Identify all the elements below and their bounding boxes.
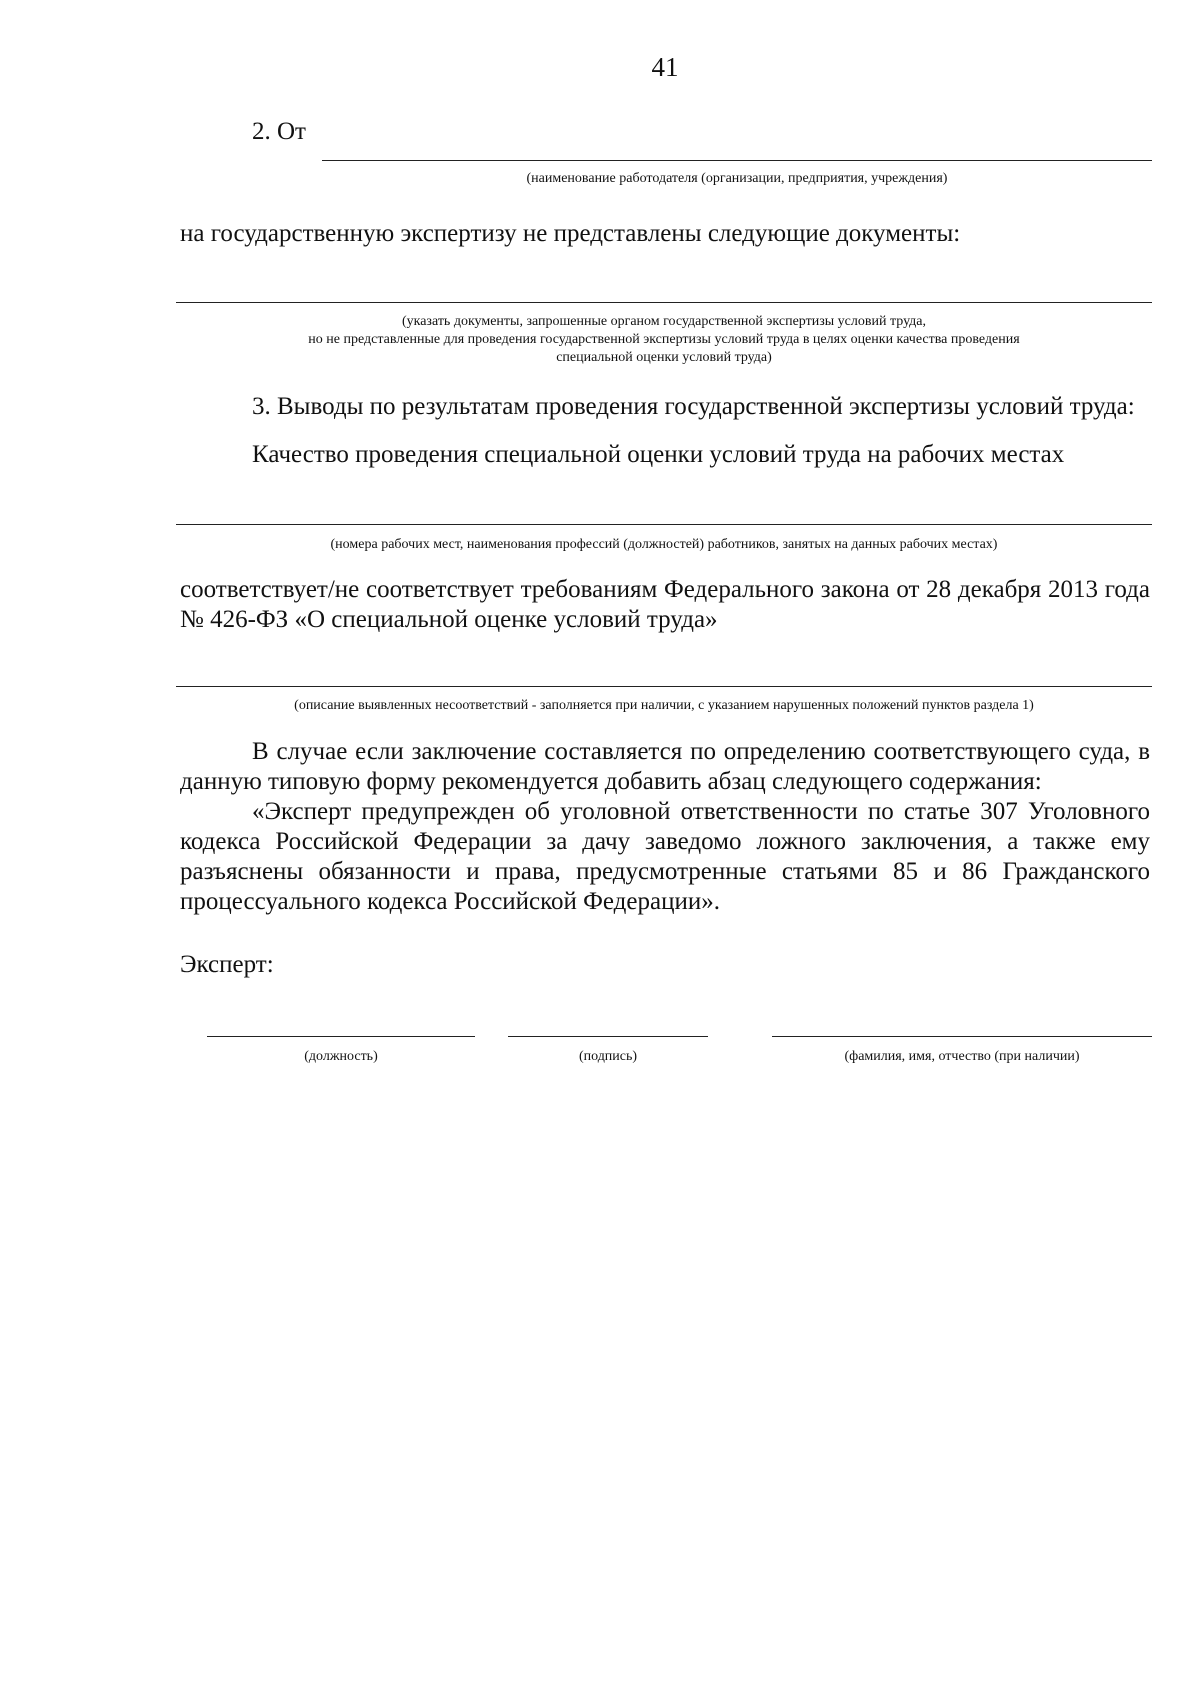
documents-caption-line-1: (указать документы, запрошенные органом государственной экспертизы условий труда, [401,314,927,329]
violations-fill-line [176,686,1152,687]
workplaces-fill-line [176,524,1152,525]
documents-caption-line-2: но не представленные для проведения государственной экспертизы условий труда в целях оценки качества проведения [308,332,1020,347]
expert-label: Эксперт: [180,951,274,978]
name-fill-line [772,1036,1152,1037]
violations-caption: (описание выявленных несоответствий - заполняется при наличии, с указанием нарушенных положений пунктов раздела 1) [294,698,1034,713]
conformity-text: соответствует/не соответствует требованиям Федерального закона от 28 декабря 2013 года № 426-ФЗ «О специальной оценке условий труда» [180,576,1150,633]
not-submitted-text: на государственную экспертизу не представлены следующие документы: [180,220,961,247]
signature-caption: (подпись) [578,1049,638,1064]
court-note-paragraph-1: В случае если заключение составляется по определению соответствующего суда, в данную типовую форму рекомендуется добавить абзац следующего содержания: [180,738,1150,795]
name-caption: (фамилия, имя, отчество (при наличии) [844,1049,1080,1064]
documents-caption [176,313,1152,367]
position-caption: (должность) [304,1049,378,1064]
court-note [180,737,1150,917]
employer-fill-line [322,160,1152,161]
documents-fill-line [176,302,1152,303]
court-note-paragraph-2: «Эксперт предупрежден об уголовной ответственности по статье 307 Уголовного кодекса Российской Федерации за дачу заведомо ложного заключения, а также ему разъяснены обязанности и права, предусмотренные статьями 85 и 86 Гражданского процессуального кодекса Российской Федерации». [180,798,1150,915]
section-3-heading: 3. Выводы по результатам проведения государственной экспертизы условий труда: [252,393,1135,420]
position-fill-line [207,1036,475,1037]
workplaces-caption: (номера рабочих мест, наименования профессий (должностей) работников, занятых на данных рабочих местах) [330,537,998,552]
employer-caption: (наименование работодателя (организации, предприятия, учреждения) [526,171,948,186]
signature-fill-line [508,1036,708,1037]
quality-text: Качество проведения специальной оценки условий труда на рабочих местах [252,441,1065,468]
documents-caption-line-3: специальной оценки условий труда) [556,350,772,365]
section-2-label: 2. От [252,118,306,145]
page-number: 41 [651,52,679,82]
